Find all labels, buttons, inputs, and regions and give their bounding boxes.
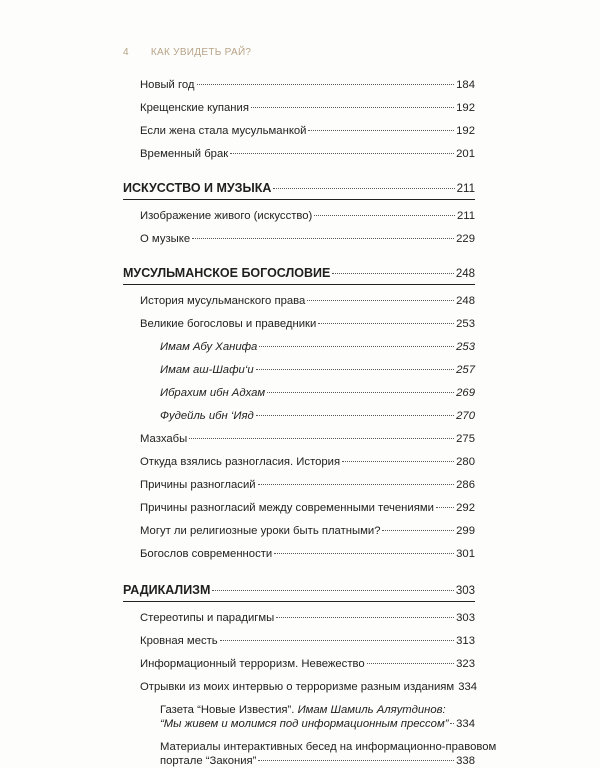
subentry-line1 [160,703,475,717]
toc-entry-title: Временный брак [140,148,229,160]
subentry-line1: Материалы интерактивных бесед на информационно-правовом [160,741,497,753]
section-title: МУСУЛЬМАНСКОЕ БОГОСЛОВИЕ [123,266,331,280]
dot-leader [314,215,455,216]
toc-entry-title: Великие богословы и праведники [140,318,317,330]
toc-subentry-page: 253 [456,341,475,353]
dot-leader [189,438,454,439]
toc-entry-page: 211 [456,210,475,222]
toc-entry [123,147,475,161]
toc-entry-title: Мазхабы [140,433,188,445]
dot-leader [256,415,454,416]
toc-subentry-title: Имам Абу Ханифа [160,341,258,353]
toc-entry-title: Информационный терроризм. Невежество [140,658,365,670]
toc-entry-title: Откуда взялись разногласия. История [140,456,341,468]
running-title: КАК УВИДЕТЬ РАЙ? [150,47,252,58]
toc-subentry [123,340,475,354]
toc-subentry-page: 338 [456,755,475,767]
dot-leader [318,323,454,324]
toc-entry [123,680,478,694]
running-head [123,47,251,58]
dot-leader [342,461,454,462]
toc-entry-title: Причины разногласий между современными течениями [140,502,434,514]
toc-entry [123,547,475,561]
dot-leader [382,530,454,531]
toc-section-theology [123,266,475,285]
section-title: ИСКУССТВО И МУЗЫКА [123,181,272,195]
toc-entry-page: 313 [456,635,475,647]
toc-entry [123,634,475,648]
toc-entry-title: История мусульманского права [140,295,306,307]
subentry-line2 [160,717,475,731]
section-page: 303 [455,585,475,597]
toc-entry-page: 275 [456,433,475,445]
dot-leader [436,507,454,508]
toc-subentry-page: 269 [456,387,475,399]
toc-entry-page: 192 [456,102,475,114]
toc-entry-page: 299 [456,525,475,537]
toc-entry-page: 286 [456,479,475,491]
toc-subentry-multiline [123,740,497,768]
toc-subentry-title: портале “Закония” [160,755,257,767]
toc-entry-page: 303 [456,612,475,624]
toc-subentry [123,386,475,400]
dot-leader [367,663,454,664]
toc-entry [123,611,475,625]
toc-entry [123,317,475,331]
dot-leader [259,346,454,347]
dot-leader [273,188,454,189]
toc-entry [123,455,475,469]
dot-leader [220,640,454,641]
dot-leader [332,273,453,274]
toc-entry-page: 301 [456,548,475,560]
toc-entry [123,124,475,138]
toc-entry-title: Изображение живого (искусство) [140,210,313,222]
toc-entry-title: Крещенские купания [140,102,249,114]
toc-entry-page: 201 [456,148,475,160]
dot-leader [267,392,454,393]
page-number: 4 [123,47,129,58]
toc-entry-page: 292 [456,502,475,514]
author-name: Имам Шамиль Аляутдинов: [297,704,446,716]
toc-entry-title: Причины разногласий [140,479,256,491]
toc-entry [123,501,475,515]
dot-leader [450,723,454,724]
toc-entry-page: 253 [456,318,475,330]
dot-leader [251,107,454,108]
toc-subentry-title: Ибрахим ибн Адхам [160,387,266,399]
toc-entry-page: 192 [456,125,475,137]
toc-entry-title: О музыке [140,233,191,245]
toc-subentry-multiline [123,703,475,731]
toc-subentry-title: Имам аш-Шафи‘и [160,364,254,376]
newspaper-name: Газета “Новые Известия”. [160,704,298,716]
toc-entry-page: 248 [456,295,475,307]
toc-entry [123,101,475,115]
dot-leader [258,484,455,485]
dot-leader [274,553,454,554]
toc-subentry-title: Фудейль ибн ‘Ияд [160,410,254,422]
subentry-line2 [160,754,475,768]
toc-entry-title: Могут ли религиозные уроки быть платными? [140,525,381,537]
toc-subentry-page: 257 [456,364,475,376]
toc-subentry-page: 270 [456,410,475,422]
toc-entry [123,78,475,92]
toc-entry-title: Отрывки из моих интервью о терроризме разным изданиям [140,681,455,693]
toc-entry-title: Новый год [140,79,195,91]
dot-leader [308,130,454,131]
toc-section-radicalism [123,583,475,602]
toc-entry [123,232,475,246]
dot-leader [307,300,454,301]
section-page: 248 [455,268,475,280]
toc-entry-title: Стереотипы и парадигмы [140,612,275,624]
toc-entry-page: 229 [456,233,475,245]
toc-entry-title: Если жена стала мусульманкой [140,125,307,137]
toc-entry-title: Богослов современности [140,548,273,560]
dot-leader [276,617,454,618]
section-page: 211 [456,183,475,195]
dot-leader [212,590,453,591]
toc-entry-page: 280 [456,456,475,468]
dot-leader [192,238,454,239]
toc-entry-title: Кровная месть [140,635,218,647]
toc-entry-page: 334 [458,681,478,693]
table-of-contents [123,78,497,768]
toc-entry-page: 184 [456,79,475,91]
dot-leader [230,153,454,154]
dot-leader [258,760,454,761]
interview-title: “Мы живем и молимся под информационным прессом” [160,718,449,730]
toc-entry [123,657,475,671]
toc-entry-page: 323 [456,658,475,670]
toc-subentry [123,363,475,377]
toc-subentry [123,409,475,423]
toc-entry [123,432,475,446]
toc-entry [123,478,475,492]
toc-section-art [123,181,475,200]
dot-leader [256,369,455,370]
toc-entry [123,524,475,538]
toc-subentry-page: 334 [456,718,475,730]
section-title: РАДИКАЛИЗМ [123,583,211,597]
dot-leader [197,84,455,85]
toc-entry [123,209,475,223]
toc-entry [123,294,475,308]
